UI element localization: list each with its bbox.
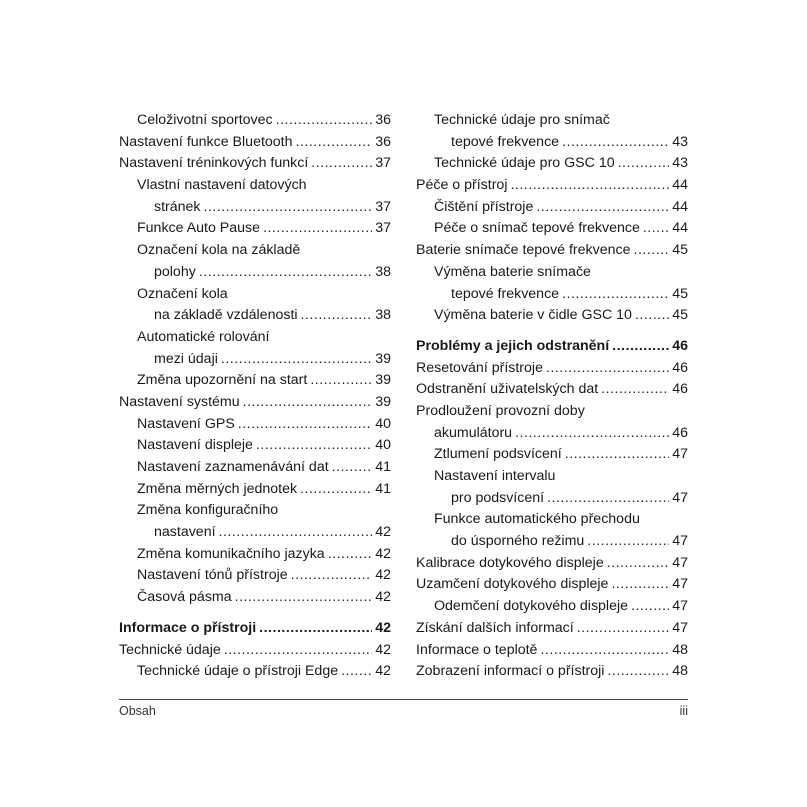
toc-entry-title: Technické údaje (119, 641, 221, 658)
toc-dot-leader (631, 596, 669, 618)
toc-entry[interactable] (119, 435, 391, 457)
toc-page-number: 43 (672, 155, 688, 172)
toc-entry[interactable] (416, 661, 688, 683)
toc-entry-title: Baterie snímače tepové frekvence (416, 242, 631, 259)
toc-dot-leader (611, 574, 669, 596)
toc-page-number: 47 (672, 598, 688, 615)
toc-page-number: 37 (375, 155, 391, 172)
toc-entry[interactable] (119, 544, 391, 566)
toc-entry-title: Funkce automatického přechodu (434, 511, 640, 528)
toc-dot-leader (328, 544, 373, 566)
toc-dot-leader (565, 444, 669, 466)
toc-entry-title: Funkce Auto Pause (137, 220, 261, 237)
toc-entry[interactable] (416, 197, 688, 219)
toc-entry-title: mezi údaji (154, 350, 218, 367)
toc-page-number: 42 (375, 524, 391, 541)
toc-entry-title: Získání dalších informací (416, 619, 574, 636)
toc-entry-continued (119, 175, 391, 197)
toc-page-number: 48 (672, 641, 688, 658)
toc-dot-leader (577, 618, 670, 640)
toc-entry-title: Změna konfiguračního (137, 502, 279, 519)
toc-dot-leader (224, 640, 372, 662)
toc-dot-leader (510, 175, 669, 197)
toc-page-number: 44 (672, 220, 688, 237)
toc-entry-title: Nastavení systému (119, 393, 240, 410)
toc-entry-title: polohy (154, 263, 196, 280)
toc-entry-continued (416, 401, 688, 423)
toc-entry[interactable] (416, 379, 688, 401)
toc-page-number: 46 (672, 337, 688, 354)
toc-entry-title: Péče o snímač tepové frekvence (434, 220, 640, 237)
toc-dot-leader (311, 153, 372, 175)
toc-entry[interactable] (416, 488, 688, 510)
toc-entry[interactable] (416, 153, 688, 175)
toc-entry[interactable] (416, 553, 688, 575)
toc-entry[interactable] (416, 423, 688, 445)
footer-page-number: iii (679, 704, 688, 718)
toc-dot-leader (199, 262, 372, 284)
toc-page-number: 40 (375, 437, 391, 454)
toc-dot-leader (219, 522, 373, 544)
toc-page-number: 47 (672, 446, 688, 463)
toc-dot-leader (643, 218, 669, 240)
toc-entry[interactable] (119, 110, 391, 132)
toc-page-number: 39 (375, 350, 391, 367)
toc-entry-continued (416, 466, 688, 488)
toc-dot-leader (515, 423, 669, 445)
toc-page-number: 43 (672, 133, 688, 150)
toc-page-number: 47 (672, 619, 688, 636)
toc-dot-leader (291, 565, 373, 587)
footer-divider (119, 699, 688, 700)
toc-entry-title: Časová pásma (137, 589, 232, 606)
toc-page-number: 42 (375, 641, 391, 658)
toc-page-number: 42 (375, 567, 391, 584)
toc-entry-title: Změna komunikačního jazyka (137, 545, 325, 562)
toc-entry[interactable] (119, 370, 391, 392)
toc-dot-leader (341, 661, 372, 683)
toc-entry[interactable] (119, 618, 391, 640)
toc-entry[interactable] (119, 218, 391, 240)
toc-entry[interactable] (416, 284, 688, 306)
toc-page-number: 41 (375, 480, 391, 497)
toc-page-number: 37 (375, 220, 391, 237)
toc-dot-leader (618, 153, 670, 175)
toc-entry[interactable] (119, 349, 391, 371)
toc-entry[interactable] (119, 153, 391, 175)
toc-entry-title: Problémy a jejich odstranění (416, 337, 610, 354)
toc-entry[interactable] (416, 305, 688, 327)
toc-entry-continued (119, 284, 391, 306)
toc-entry-title: na základě vzdálenosti (154, 307, 298, 324)
toc-page-number: 36 (375, 133, 391, 150)
toc-dot-leader (635, 305, 669, 327)
toc-entry-title: Informace o přístroji (119, 619, 257, 636)
toc-entry-title: Označení kola (137, 285, 228, 302)
toc-dot-leader (546, 358, 669, 380)
toc-entry-title: Technické údaje o přístroji Edge (137, 663, 339, 680)
toc-page-number: 46 (672, 359, 688, 376)
toc-entry-title: Informace o teplotě (416, 641, 538, 658)
toc-dot-leader (243, 392, 373, 414)
toc-entry-title: Změna měrných jednotek (137, 480, 298, 497)
toc-page-number: 47 (672, 576, 688, 593)
toc-dot-leader (562, 284, 669, 306)
toc-dot-leader (301, 305, 373, 327)
toc-page-number: 39 (375, 393, 391, 410)
toc-page-number: 40 (375, 415, 391, 432)
toc-entry-title: Čištění přístroje (434, 198, 534, 215)
toc-dot-leader (607, 553, 670, 575)
toc-page-number: 42 (375, 589, 391, 606)
toc-entry[interactable] (119, 132, 391, 154)
toc-entry-title: Zobrazení informací o přístroji (416, 663, 605, 680)
toc-entry[interactable] (416, 358, 688, 380)
toc-entry-title: Nastavení funkce Bluetooth (119, 133, 293, 150)
toc-entry-title: Odemčení dotykového displeje (434, 598, 629, 615)
toc-entry[interactable] (119, 392, 391, 414)
toc-entry[interactable] (416, 336, 688, 358)
toc-entry[interactable] (119, 479, 391, 501)
toc-entry-continued (416, 110, 688, 132)
toc-entry[interactable] (119, 457, 391, 479)
toc-page-number: 44 (672, 198, 688, 215)
toc-dot-leader (607, 661, 669, 683)
toc-entry[interactable] (416, 531, 688, 553)
toc-entry[interactable] (119, 262, 391, 284)
toc-entry[interactable] (416, 132, 688, 154)
toc-dot-leader (238, 414, 372, 436)
toc-entry-title: Nastavení zaznamenávání dat (137, 459, 329, 475)
toc-entry-title: Technické údaje pro GSC 10 (434, 155, 615, 172)
toc-page-number: 47 (672, 533, 688, 550)
toc-page-number: 45 (672, 242, 688, 259)
toc-entry-title: Nastavení intervalu (434, 468, 556, 484)
toc-entry[interactable] (416, 240, 688, 262)
toc-entry-title: akumulátoru (434, 424, 513, 441)
toc-entry[interactable] (119, 305, 391, 327)
toc-entry-title: Kalibrace dotykového displeje (416, 554, 604, 571)
toc-entry-title: Prodloužení provozní doby (416, 402, 585, 419)
toc-entry-title: Automatické rolování (137, 328, 270, 345)
toc-entry-title: Výměna baterie snímače (434, 263, 591, 280)
toc-entry[interactable] (416, 175, 688, 197)
toc-entry-title: Nastavení GPS (137, 415, 235, 432)
toc-entry-title: stránek (154, 198, 201, 215)
toc-entry[interactable] (119, 661, 391, 683)
toc-entry[interactable] (119, 565, 391, 587)
toc-dot-leader (310, 370, 372, 392)
toc-entry-title: Vlastní nastavení datových (137, 177, 307, 194)
toc-entry-title: pro podsvícení (451, 489, 545, 506)
toc-entry-title: Péče o přístroj (416, 177, 508, 194)
toc-entry[interactable] (416, 640, 688, 662)
toc-page-number: 47 (672, 489, 688, 506)
toc-dot-leader (204, 197, 373, 219)
toc-entry[interactable] (416, 444, 688, 466)
toc-dot-leader (221, 349, 372, 371)
toc-entry-title: nastavení (154, 524, 216, 541)
toc-dot-leader (300, 479, 372, 501)
toc-entry-title: Výměna baterie v čidle GSC 10 (434, 307, 632, 324)
toc-dot-leader (547, 488, 669, 510)
toc-entry-continued (119, 500, 391, 522)
toc-dot-leader (536, 197, 669, 219)
toc-entry[interactable] (119, 640, 391, 662)
toc-entry-continued (416, 509, 688, 531)
toc-entry[interactable] (119, 522, 391, 544)
toc-entry-continued (416, 262, 688, 284)
toc-entry-title: tepové frekvence (451, 285, 560, 302)
toc-page-number: 36 (375, 112, 391, 128)
toc-entry-title: Označení kola na základě (137, 242, 301, 259)
toc-page-number: 41 (375, 459, 391, 475)
toc-dot-leader (587, 531, 669, 553)
toc-dot-leader (296, 132, 373, 154)
toc-entry-title: Odstranění uživatelských dat (416, 381, 599, 398)
toc-page-number: 48 (672, 663, 688, 680)
toc-entry[interactable] (416, 618, 688, 640)
toc-entry-continued (119, 240, 391, 262)
toc-dot-leader (540, 640, 669, 662)
toc-entry-title: Uzamčení dotykového displeje (416, 576, 609, 593)
toc-dot-leader (235, 587, 373, 609)
toc-dot-leader (332, 457, 373, 479)
toc-dot-leader (276, 110, 373, 132)
toc-page-number: 38 (375, 307, 391, 324)
toc-page-number: 42 (375, 545, 391, 562)
toc-page-number: 45 (672, 307, 688, 324)
toc-entry-title: Nastavení tréninkových funkcí (119, 155, 309, 172)
toc-page-number: 42 (375, 619, 391, 636)
toc-entry[interactable] (416, 596, 688, 618)
toc-entry-title: Nastavení displeje (137, 437, 253, 454)
footer-section-name: Obsah (119, 704, 156, 718)
toc-page-number: 44 (672, 177, 688, 194)
toc-entry-title: tepové frekvence (451, 133, 560, 150)
toc-page-number: 39 (375, 372, 391, 389)
toc-dot-leader (259, 618, 372, 640)
toc-page-number: 45 (672, 285, 688, 302)
toc-entry[interactable] (416, 574, 688, 596)
toc-entry-title: Ztlumení podsvícení (434, 446, 562, 463)
toc-entry-title: Celoživotní sportovec (137, 112, 273, 128)
toc-entry-title: do úsporného režimu (451, 533, 585, 550)
toc-page-number: 42 (375, 663, 391, 680)
toc-dot-leader (634, 240, 670, 262)
toc-entry[interactable] (119, 414, 391, 436)
toc-entry[interactable] (119, 197, 391, 219)
toc-page-number: 37 (375, 198, 391, 215)
toc-page-number: 46 (672, 381, 688, 398)
toc-entry-title: Technické údaje pro snímač (434, 112, 610, 128)
toc-entry-continued (119, 327, 391, 349)
toc-dot-leader (612, 336, 669, 358)
toc-page-number: 46 (672, 424, 688, 441)
toc-page-number: 47 (672, 554, 688, 571)
toc-entry[interactable] (119, 587, 391, 609)
toc-dot-leader (562, 132, 669, 154)
toc-entry[interactable] (416, 218, 688, 240)
toc-entry-title: Změna upozornění na start (137, 372, 308, 389)
toc-left-column (119, 110, 391, 683)
toc-dot-leader (601, 379, 669, 401)
toc-entry-title: Resetování přístroje (416, 359, 543, 376)
toc-right-column (416, 110, 688, 683)
toc-dot-leader (263, 218, 372, 240)
toc-entry-title: Nastavení tónů přístroje (137, 567, 288, 584)
toc-dot-leader (256, 435, 372, 457)
toc-page-number: 38 (375, 263, 391, 280)
